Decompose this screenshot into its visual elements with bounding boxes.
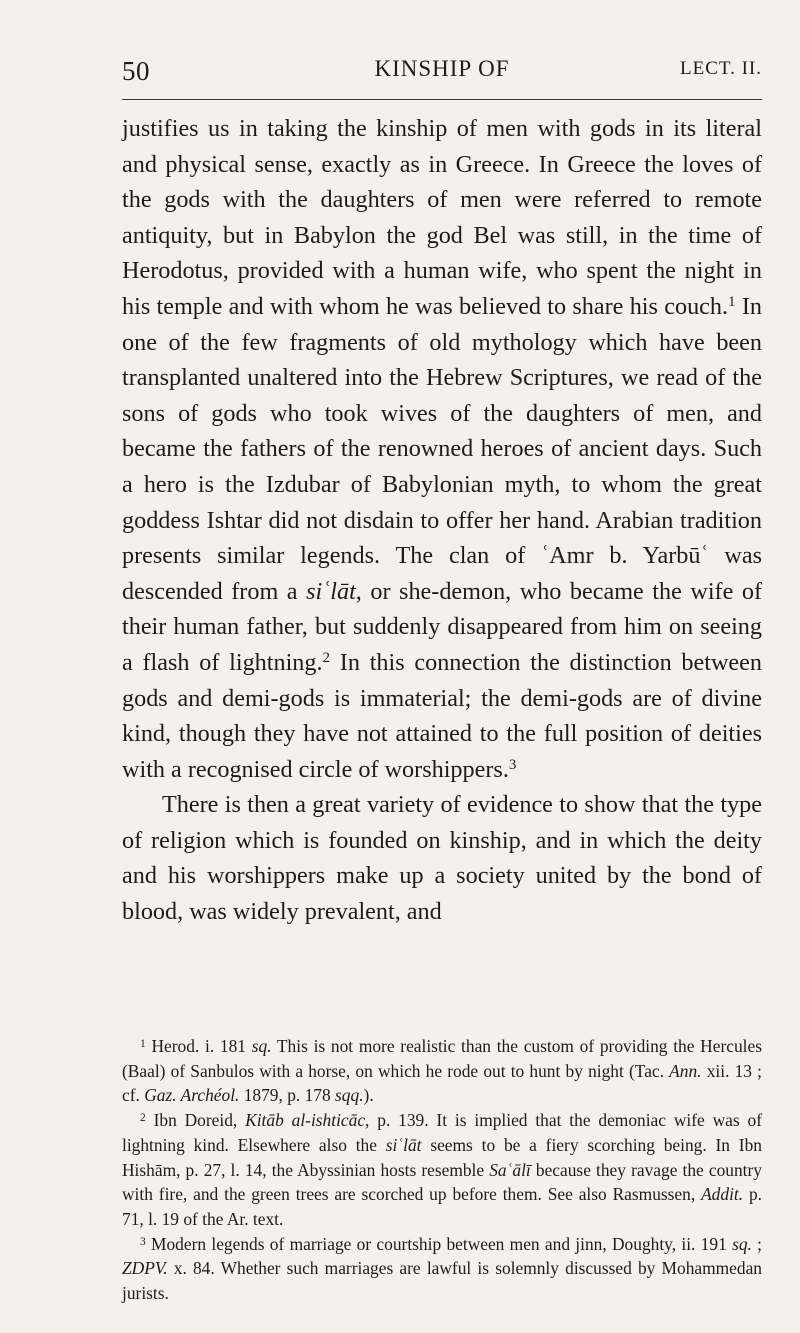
text-run: xii. 13 ; cf. [122, 1060, 763, 1106]
text-run: , p. 139. It is implied that the demoniac wife was of lightning kind. Elsewhere also the [122, 1110, 762, 1155]
text-run: Ibn Doreid, [145, 1110, 246, 1131]
main-text [122, 111, 762, 930]
running-title: KINSHIP OF [374, 56, 510, 81]
footnote-1 [122, 1034, 762, 1108]
italic-run: siʿlāt [385, 1134, 422, 1155]
footnote-3 [122, 1232, 762, 1306]
italic-term: siʿlāt [306, 577, 356, 605]
text-run: ; [751, 1233, 762, 1254]
italic-run: ZDPV. [122, 1258, 168, 1279]
italic-run: sq. [251, 1036, 272, 1056]
footnote-ref-2: 2 [322, 649, 331, 666]
italic-run: sq. [732, 1233, 752, 1254]
text-run: This is not more realistic than the custom of providing the Hercules (Baal) of Sanbulos with a horse, on which he rode out to hunt by night (Tac. [122, 1036, 762, 1081]
italic-run: Addit. [701, 1184, 744, 1205]
paragraph-1 [122, 111, 762, 787]
italic-run: Saʿālī [489, 1159, 531, 1180]
italic-run: Ann. [669, 1060, 702, 1081]
text-run: x. 84. Whether such marriages are lawful is solemnly discussed by Mohammedan jurists. [122, 1258, 762, 1304]
header-rule [122, 99, 762, 100]
text-run: In one of the few fragments of old mythology which have been transplanted unaltered into the Hebrew Scriptures, we read of the sons of gods who took wives of the daughters of men, and became the fathers of the renowned heroes of ancient days. Such a hero is the Izdubar of Babylonian myth, to whom the great goddess Ishtar did not disdain to offer her hand. Arabian tradition presents similar legends. The clan of ʿAmr b. Yarbūʿ was descended from a [122, 292, 762, 605]
footnotes [122, 1034, 762, 1306]
footnote-mark: 1 [140, 1037, 146, 1050]
text-run: because they ravage the country with fire, and the green trees are scorched up before them. See also Rasmussen, [122, 1159, 762, 1205]
text-run: justifies us in taking the kinship of men with gods in its literal and physical sense, exactly as in Greece. In Greece the loves of the gods with the daughters of men were referred to remote antiquity, but in Babylon the god Bel was still, in the time of Herodotus, provided with a human wife, who spent the night in his temple and with whom he was believed to share his couch. [122, 115, 762, 320]
text-run: ). [363, 1085, 374, 1106]
footnote-2 [122, 1108, 762, 1232]
lecture-label: LECT. II. [680, 58, 762, 79]
text-run: seems to be a fiery scorching being. In Ibn Hishām, p. 27, l. 14, the Abyssinian hosts resemble [122, 1134, 762, 1180]
page-number: 50 [122, 56, 150, 86]
footnote-mark: 3 [140, 1235, 146, 1248]
italic-run: Kitāb al-ishticāc [245, 1110, 366, 1131]
text-run: p. 71, l. 19 of the Ar. text. [122, 1184, 763, 1229]
footnote-ref-1: 1 [728, 293, 736, 310]
italic-run: sqq. [335, 1085, 364, 1106]
footnote-mark: 2 [140, 1111, 146, 1124]
text-run: Herod. i. 181 [145, 1036, 252, 1056]
text-run: In this connection the distinction between gods and demi-gods is immaterial; the demi-gods are of divine kind, though they have not attained to the full position of deities with a recognised circle of worshippers. [122, 648, 763, 783]
paragraph-2: There is then a great variety of evidence to show that the type of religion which is founded on kinship, and in which the deity and his worshippers make up a society united by the bond of blood, was widely prevalent, and [122, 791, 762, 926]
text-run: 1879, p. 178 [239, 1085, 336, 1106]
running-head [122, 56, 762, 86]
text-run: Modern legends of marriage or courtship between men and jinn, Doughty, ii. 191 [145, 1233, 733, 1254]
footnote-ref-3: 3 [508, 756, 517, 773]
italic-run: Gaz. Archéol. [144, 1085, 240, 1106]
text-run: , or she-demon, who became the wife of their human father, but suddenly disappeared from him on seeing a flash of lightning. [122, 577, 762, 676]
